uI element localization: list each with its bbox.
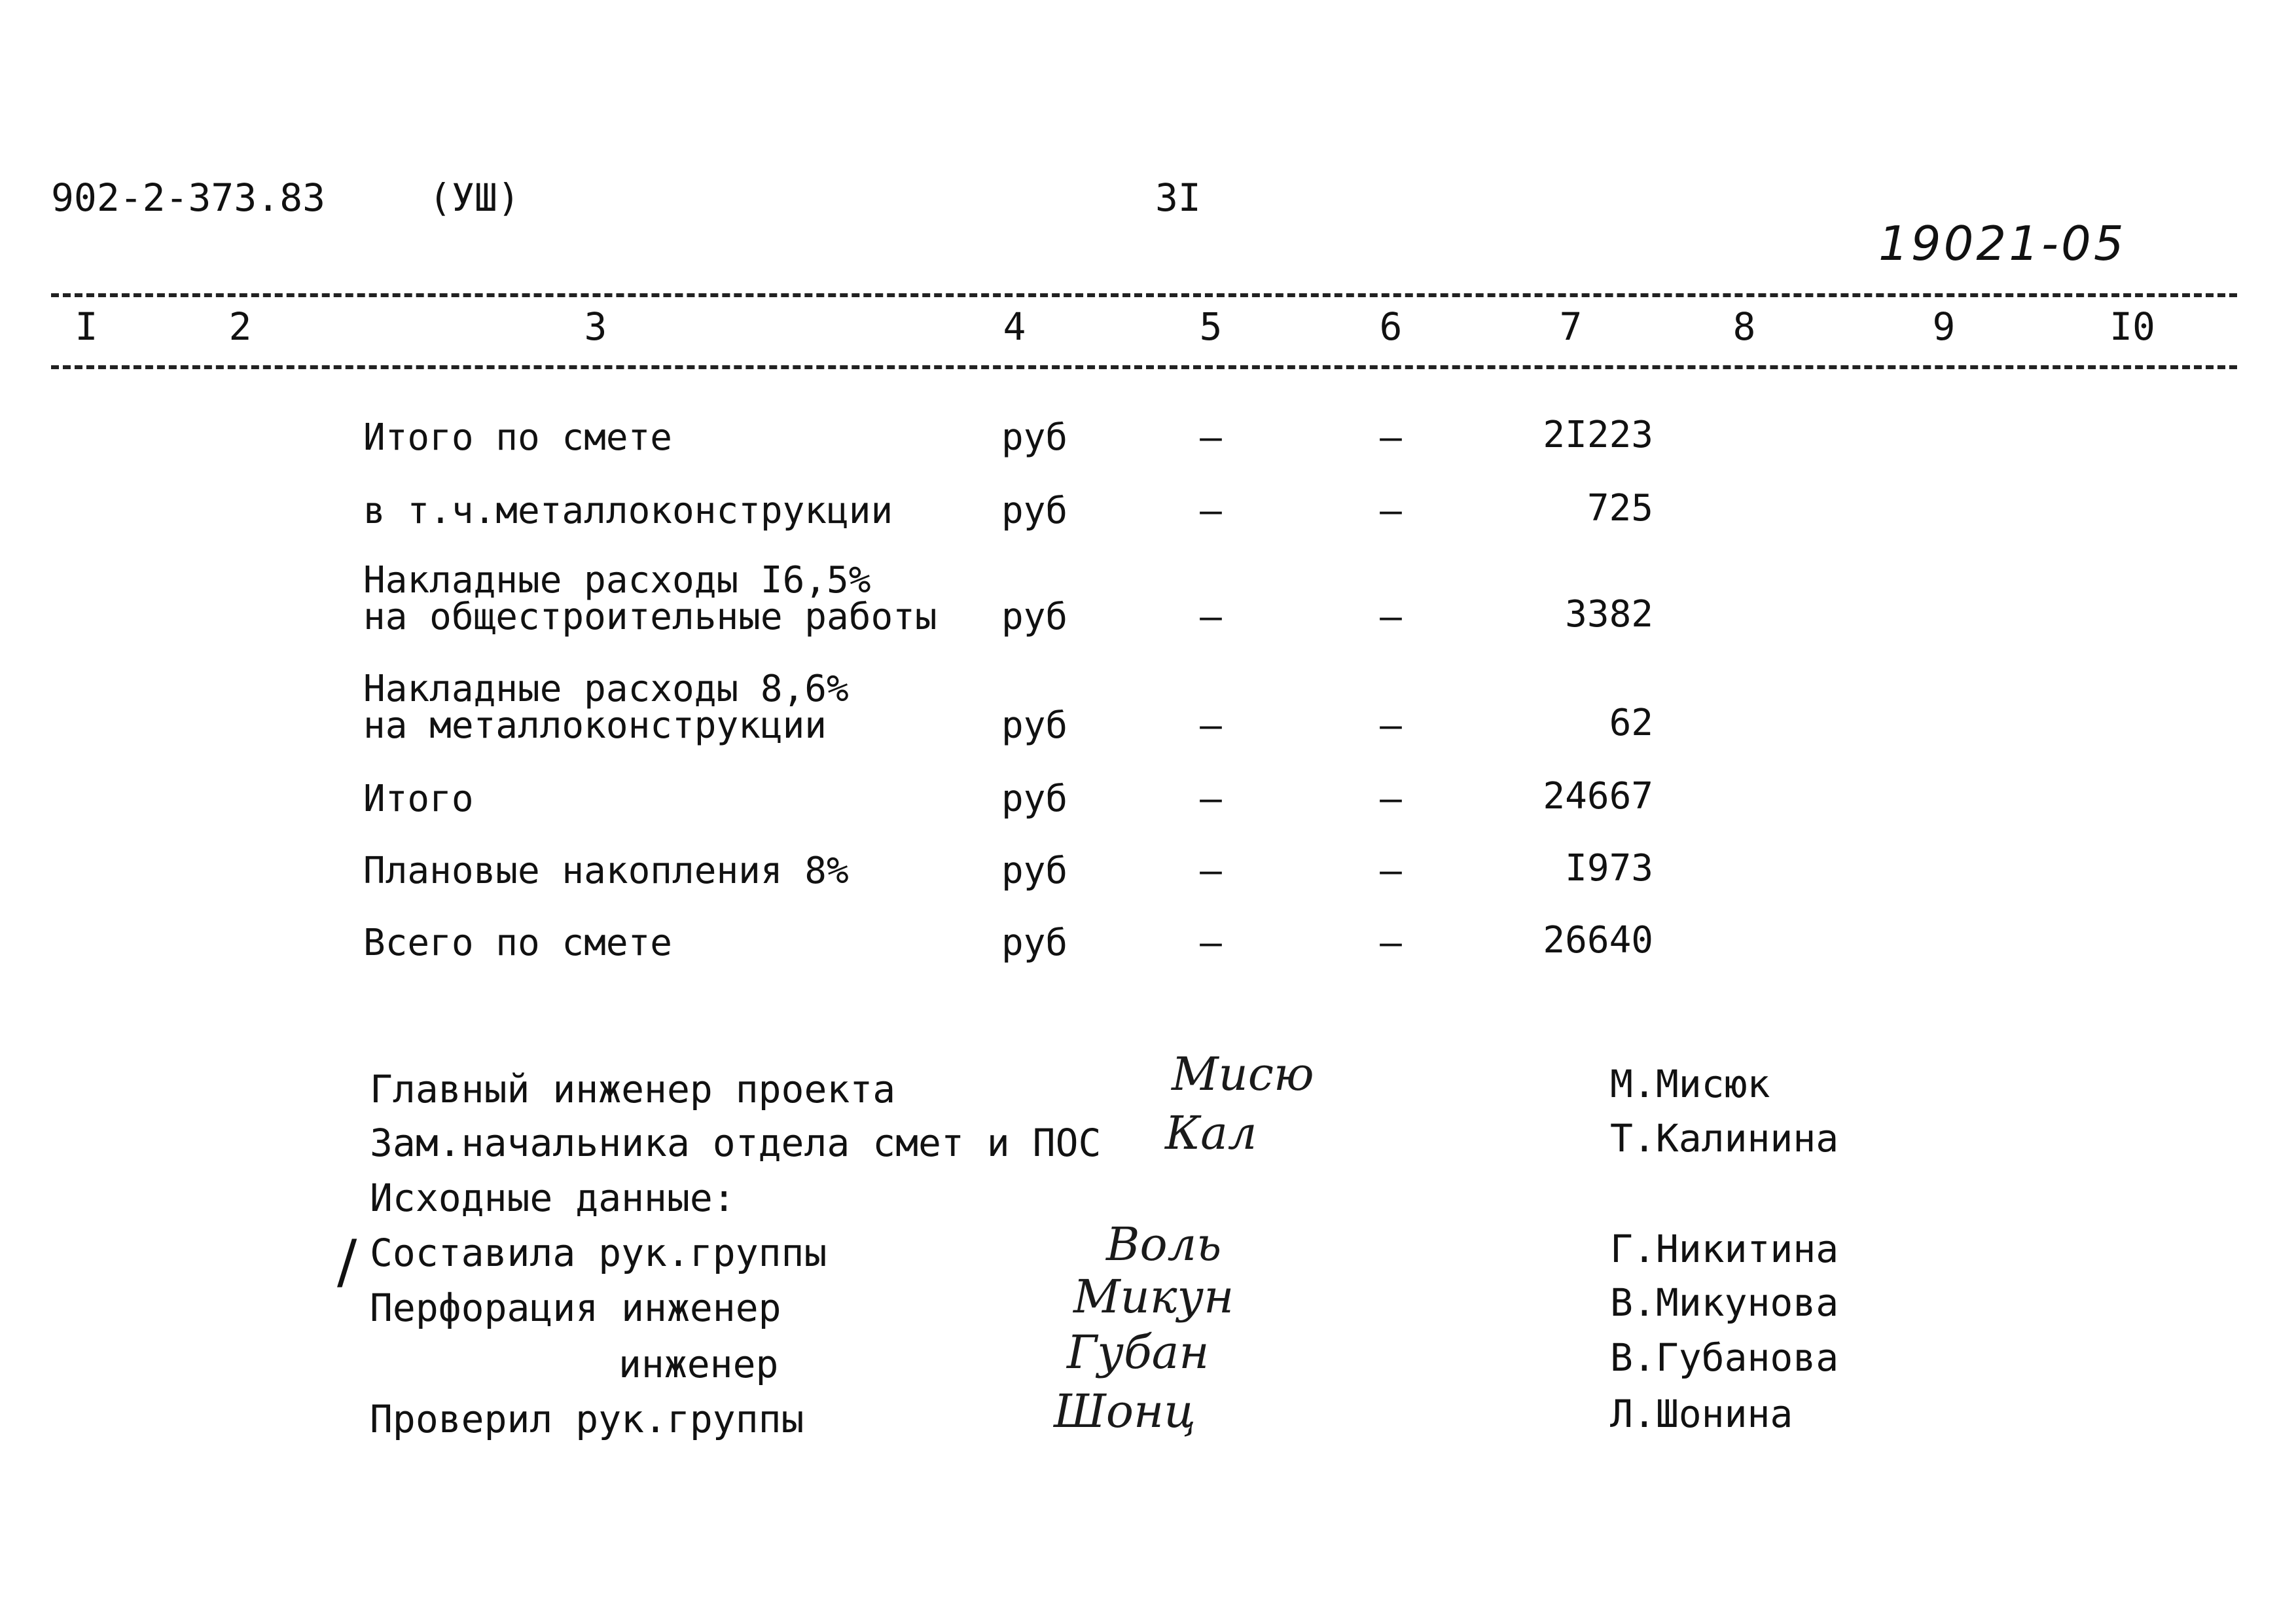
document-code: 902-2-373.83 — [51, 175, 326, 220]
row-value: 24667 — [1543, 775, 1653, 818]
row-col5: – — [1200, 778, 1222, 820]
row-label-line2: на металлоконструкции — [363, 704, 827, 747]
handwritten-registration-number: 19021-05 — [1878, 216, 2126, 271]
signature-name: В.Микунова — [1610, 1280, 1839, 1325]
row-value: 2I223 — [1543, 414, 1653, 456]
row-label-line2: на общестроительные работы — [363, 596, 937, 638]
row-col5: – — [1200, 922, 1222, 964]
row-unit: руб — [1001, 490, 1068, 532]
column-header-8: 8 — [1732, 304, 1756, 349]
signature-role: Главный инженер проекта — [370, 1067, 896, 1111]
row-unit: руб — [1001, 850, 1068, 892]
handwritten-signature: Воль — [1106, 1218, 1222, 1271]
column-header-1: I — [75, 304, 98, 349]
row-label: Накладные расходы 8,6% — [363, 668, 849, 710]
row-col5: – — [1200, 416, 1222, 459]
section-number: (УШ) — [429, 175, 520, 220]
handwritten-signature: Микун — [1073, 1270, 1234, 1324]
row-value: 26640 — [1543, 919, 1653, 962]
row-label: Плановые накопления 8% — [363, 850, 849, 892]
handwritten-signature: Кал — [1165, 1106, 1257, 1160]
column-header-7: 7 — [1559, 304, 1583, 349]
row-col6: – — [1380, 850, 1402, 892]
column-header-2: 2 — [228, 304, 252, 349]
column-header-4: 4 — [1003, 304, 1026, 349]
row-unit: руб — [1001, 922, 1068, 964]
column-header-9: 9 — [1932, 304, 1956, 349]
handwritten-slash-mark: / — [337, 1227, 357, 1296]
row-col6: – — [1380, 596, 1402, 638]
row-col6: – — [1380, 416, 1402, 459]
row-col6: – — [1380, 778, 1402, 820]
row-label: Итого — [363, 778, 474, 820]
signature-role: инженер — [619, 1342, 779, 1386]
dashed-rule-bottom — [51, 365, 2237, 369]
row-col5: – — [1200, 596, 1222, 638]
signature-role: Составила рук.группы — [370, 1231, 827, 1275]
row-unit: руб — [1001, 778, 1068, 820]
row-unit: руб — [1001, 596, 1068, 638]
page-number: 3I — [1155, 175, 1201, 220]
signature-role: Перфорация инженер — [370, 1286, 781, 1330]
signature-name: Л.Шонина — [1610, 1392, 1793, 1436]
handwritten-signature: Шонц — [1054, 1384, 1196, 1438]
column-header-3: 3 — [584, 304, 607, 349]
row-col6: – — [1380, 704, 1402, 747]
dashed-rule-top — [51, 293, 2237, 297]
row-unit: руб — [1001, 416, 1068, 459]
signature-name: М.Мисюк — [1610, 1062, 1770, 1106]
handwritten-signature: Мисю — [1172, 1047, 1314, 1101]
column-header-5: 5 — [1199, 304, 1223, 349]
row-col6: – — [1380, 922, 1402, 964]
signature-name: Т.Калинина — [1610, 1116, 1839, 1161]
row-value: 725 — [1587, 487, 1653, 530]
row-value: I973 — [1565, 847, 1653, 890]
row-label: в т.ч.металлоконструкции — [363, 490, 893, 532]
row-col5: – — [1200, 490, 1222, 532]
signature-role: Зам.начальника отдела смет и ПОС — [370, 1121, 1102, 1165]
row-col5: – — [1200, 850, 1222, 892]
signature-name: Г.Никитина — [1610, 1227, 1839, 1271]
row-col6: – — [1380, 490, 1402, 532]
row-label: Итого по смете — [363, 416, 673, 459]
column-header-10: I0 — [2109, 304, 2155, 349]
column-header-6: 6 — [1379, 304, 1403, 349]
row-label: Всего по смете — [363, 922, 673, 964]
row-value: 3382 — [1565, 593, 1653, 636]
row-value: 62 — [1609, 702, 1653, 744]
row-label: Накладные расходы I6,5% — [363, 559, 871, 602]
signature-section-heading: Исходные данные: — [370, 1176, 736, 1220]
row-col5: – — [1200, 704, 1222, 747]
signature-role: Проверил рук.группы — [370, 1397, 804, 1441]
signature-name: В.Губанова — [1610, 1335, 1839, 1380]
row-unit: руб — [1001, 704, 1068, 747]
handwritten-signature: Губан — [1067, 1326, 1210, 1379]
